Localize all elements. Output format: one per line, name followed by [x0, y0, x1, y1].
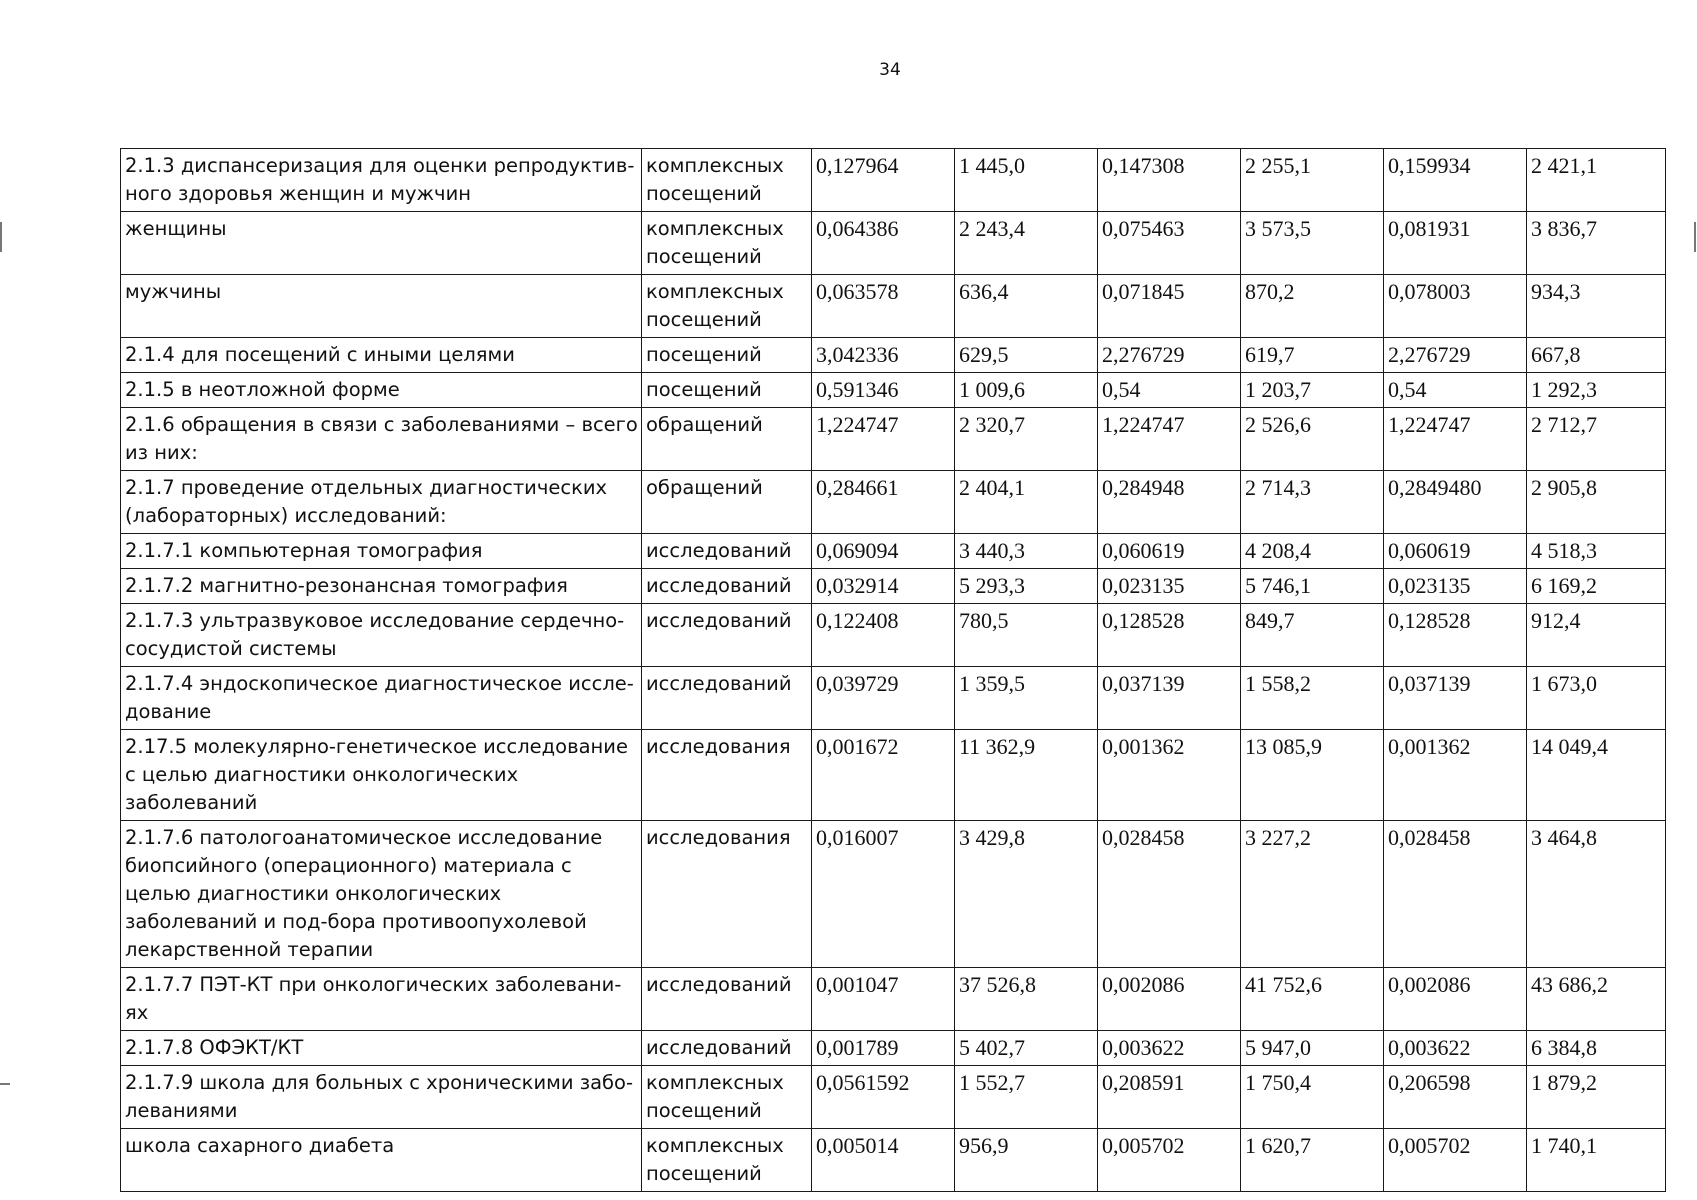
norms-table-wrapper	[120, 148, 1665, 1192]
unit-cell: комплексных посещений	[642, 212, 812, 275]
value-cell: 0,159934	[1384, 149, 1527, 212]
value-cell: 0,206598	[1384, 1066, 1527, 1129]
unit-cell: комплексных посещений	[642, 1129, 812, 1192]
value-cell: 1 292,3	[1527, 373, 1666, 408]
table-row	[121, 471, 1666, 534]
value-cell: 780,5	[955, 604, 1098, 667]
unit-cell: исследований	[642, 1031, 812, 1066]
value-cell: 2 243,4	[955, 212, 1098, 275]
value-cell: 1,224747	[1384, 408, 1527, 471]
value-cell: 43 686,2	[1527, 968, 1666, 1031]
value-cell: 0,208591	[1098, 1066, 1241, 1129]
value-cell: 0,016007	[812, 821, 955, 968]
value-cell: 0,005014	[812, 1129, 955, 1192]
value-cell: 0,069094	[812, 534, 955, 569]
value-cell: 0,063578	[812, 275, 955, 338]
value-cell: 1 009,6	[955, 373, 1098, 408]
value-cell: 11 362,9	[955, 730, 1098, 821]
value-cell: 6 384,8	[1527, 1031, 1666, 1066]
value-cell: 0,002086	[1384, 968, 1527, 1031]
table-row	[121, 212, 1666, 275]
table-row	[121, 730, 1666, 821]
scan-mark-left	[0, 222, 2, 252]
value-cell: 0,028458	[1098, 821, 1241, 968]
value-cell: 629,5	[955, 338, 1098, 373]
value-cell: 14 049,4	[1527, 730, 1666, 821]
unit-cell: исследований	[642, 667, 812, 730]
unit-cell: обращений	[642, 408, 812, 471]
value-cell: 956,9	[955, 1129, 1098, 1192]
value-cell: 1 620,7	[1241, 1129, 1384, 1192]
value-cell: 0,54	[1098, 373, 1241, 408]
value-cell: 0,001362	[1098, 730, 1241, 821]
table-row	[121, 149, 1666, 212]
value-cell: 5 746,1	[1241, 569, 1384, 604]
value-cell: 0,54	[1384, 373, 1527, 408]
value-cell: 4 518,3	[1527, 534, 1666, 569]
value-cell: 3 227,2	[1241, 821, 1384, 968]
indicator-cell: 2.1.7.4 эндоскопическое диагностическое иссле-дование	[121, 667, 642, 730]
value-cell: 2 320,7	[955, 408, 1098, 471]
value-cell: 0,075463	[1098, 212, 1241, 275]
unit-cell: комплексных посещений	[642, 275, 812, 338]
value-cell: 3,042336	[812, 338, 955, 373]
value-cell: 37 526,8	[955, 968, 1098, 1031]
indicator-cell: 2.1.7.2 магнитно-резонансная томография	[121, 569, 642, 604]
value-cell: 0,001047	[812, 968, 955, 1031]
value-cell: 1 558,2	[1241, 667, 1384, 730]
indicator-cell: 2.1.7.7 ПЭТ-КТ при онкологических заболевани-ях	[121, 968, 642, 1031]
value-cell: 0,078003	[1384, 275, 1527, 338]
value-cell: 0,023135	[1098, 569, 1241, 604]
value-cell: 0,001789	[812, 1031, 955, 1066]
unit-cell: посещений	[642, 338, 812, 373]
value-cell: 0,037139	[1384, 667, 1527, 730]
table-body	[121, 149, 1666, 1192]
table-row	[121, 1031, 1666, 1066]
value-cell: 0,001362	[1384, 730, 1527, 821]
value-cell: 5 947,0	[1241, 1031, 1384, 1066]
indicator-cell: 2.1.3 диспансеризация для оценки репродуктив-ного здоровья женщин и мужчин	[121, 149, 642, 212]
value-cell: 5 293,3	[955, 569, 1098, 604]
value-cell: 4 208,4	[1241, 534, 1384, 569]
unit-cell: исследований	[642, 569, 812, 604]
value-cell: 0,005702	[1098, 1129, 1241, 1192]
value-cell: 619,7	[1241, 338, 1384, 373]
value-cell: 1 445,0	[955, 149, 1098, 212]
indicator-cell: мужчины	[121, 275, 642, 338]
value-cell: 2,276729	[1098, 338, 1241, 373]
value-cell: 1 359,5	[955, 667, 1098, 730]
table-row	[121, 373, 1666, 408]
table-row	[121, 338, 1666, 373]
value-cell: 0,037139	[1098, 667, 1241, 730]
value-cell: 2,276729	[1384, 338, 1527, 373]
value-cell: 0,2849480	[1384, 471, 1527, 534]
value-cell: 1 673,0	[1527, 667, 1666, 730]
value-cell: 5 402,7	[955, 1031, 1098, 1066]
value-cell: 849,7	[1241, 604, 1384, 667]
norms-table	[120, 148, 1666, 1192]
value-cell: 636,4	[955, 275, 1098, 338]
value-cell: 2 712,7	[1527, 408, 1666, 471]
value-cell: 2 421,1	[1527, 149, 1666, 212]
unit-cell: исследований	[642, 604, 812, 667]
unit-cell: посещений	[642, 373, 812, 408]
table-row	[121, 968, 1666, 1031]
table-row	[121, 275, 1666, 338]
indicator-cell: женщины	[121, 212, 642, 275]
indicator-cell: школа сахарного диабета	[121, 1129, 642, 1192]
value-cell: 13 085,9	[1241, 730, 1384, 821]
unit-cell: комплексных посещений	[642, 149, 812, 212]
value-cell: 1 203,7	[1241, 373, 1384, 408]
value-cell: 2 404,1	[955, 471, 1098, 534]
table-row	[121, 604, 1666, 667]
value-cell: 870,2	[1241, 275, 1384, 338]
value-cell: 41 752,6	[1241, 968, 1384, 1031]
value-cell: 0,002086	[1098, 968, 1241, 1031]
indicator-cell: 2.1.6 обращения в связи с заболеваниями – всего из них:	[121, 408, 642, 471]
indicator-cell: 2.1.7.1 компьютерная томография	[121, 534, 642, 569]
value-cell: 1 552,7	[955, 1066, 1098, 1129]
value-cell: 2 526,6	[1241, 408, 1384, 471]
indicator-cell: 2.1.7.3 ультразвуковое исследование сердечно-сосудистой системы	[121, 604, 642, 667]
value-cell: 1 879,2	[1527, 1066, 1666, 1129]
table-row	[121, 569, 1666, 604]
indicator-cell: 2.17.5 молекулярно-генетическое исследование с целью диагностики онкологических заболеваний	[121, 730, 642, 821]
value-cell: 0,128528	[1384, 604, 1527, 667]
value-cell: 0,005702	[1384, 1129, 1527, 1192]
table-row	[121, 1066, 1666, 1129]
indicator-cell: 2.1.5 в неотложной форме	[121, 373, 642, 408]
scan-mark-right	[1694, 222, 1696, 252]
value-cell: 0,081931	[1384, 212, 1527, 275]
value-cell: 0,147308	[1098, 149, 1241, 212]
unit-cell: исследования	[642, 821, 812, 968]
value-cell: 0,071845	[1098, 275, 1241, 338]
value-cell: 1 750,4	[1241, 1066, 1384, 1129]
indicator-cell: 2.1.7.9 школа для больных с хроническими забо-леваниями	[121, 1066, 642, 1129]
unit-cell: исследований	[642, 968, 812, 1031]
value-cell: 0,128528	[1098, 604, 1241, 667]
value-cell: 1,224747	[1098, 408, 1241, 471]
value-cell: 0,023135	[1384, 569, 1527, 604]
value-cell: 0,064386	[812, 212, 955, 275]
table-row	[121, 821, 1666, 968]
value-cell: 0,028458	[1384, 821, 1527, 968]
value-cell: 0,001672	[812, 730, 955, 821]
value-cell: 3 836,7	[1527, 212, 1666, 275]
value-cell: 667,8	[1527, 338, 1666, 373]
value-cell: 2 905,8	[1527, 471, 1666, 534]
indicator-cell: 2.1.7 проведение отдельных диагностических (лабораторных) исследований:	[121, 471, 642, 534]
value-cell: 0,060619	[1098, 534, 1241, 569]
indicator-cell: 2.1.7.8 ОФЭКТ/КТ	[121, 1031, 642, 1066]
value-cell: 0,127964	[812, 149, 955, 212]
value-cell: 1 740,1	[1527, 1129, 1666, 1192]
unit-cell: комплексных посещений	[642, 1066, 812, 1129]
value-cell: 3 440,3	[955, 534, 1098, 569]
value-cell: 0,003622	[1384, 1031, 1527, 1066]
value-cell: 3 429,8	[955, 821, 1098, 968]
indicator-cell: 2.1.7.6 патологоанатомическое исследование биопсийного (операционного) материала с целью диагностики онкологических заболеваний и под-бора противоопухолевой лекарственной терапии	[121, 821, 642, 968]
value-cell: 0,122408	[812, 604, 955, 667]
page-number: 34	[879, 60, 901, 80]
indicator-cell: 2.1.4 для посещений с иными целями	[121, 338, 642, 373]
unit-cell: обращений	[642, 471, 812, 534]
scan-mark-left-bottom	[0, 1083, 10, 1085]
value-cell: 3 573,5	[1241, 212, 1384, 275]
unit-cell: исследований	[642, 534, 812, 569]
table-row	[121, 667, 1666, 730]
table-row	[121, 1129, 1666, 1192]
value-cell: 2 255,1	[1241, 149, 1384, 212]
table-row	[121, 408, 1666, 471]
value-cell: 934,3	[1527, 275, 1666, 338]
value-cell: 0,032914	[812, 569, 955, 604]
value-cell: 0,284661	[812, 471, 955, 534]
value-cell: 0,060619	[1384, 534, 1527, 569]
value-cell: 0,003622	[1098, 1031, 1241, 1066]
value-cell: 0,0561592	[812, 1066, 955, 1129]
value-cell: 6 169,2	[1527, 569, 1666, 604]
value-cell: 0,591346	[812, 373, 955, 408]
value-cell: 0,039729	[812, 667, 955, 730]
value-cell: 912,4	[1527, 604, 1666, 667]
value-cell: 2 714,3	[1241, 471, 1384, 534]
table-row	[121, 534, 1666, 569]
value-cell: 3 464,8	[1527, 821, 1666, 968]
value-cell: 1,224747	[812, 408, 955, 471]
value-cell: 0,284948	[1098, 471, 1241, 534]
unit-cell: исследования	[642, 730, 812, 821]
